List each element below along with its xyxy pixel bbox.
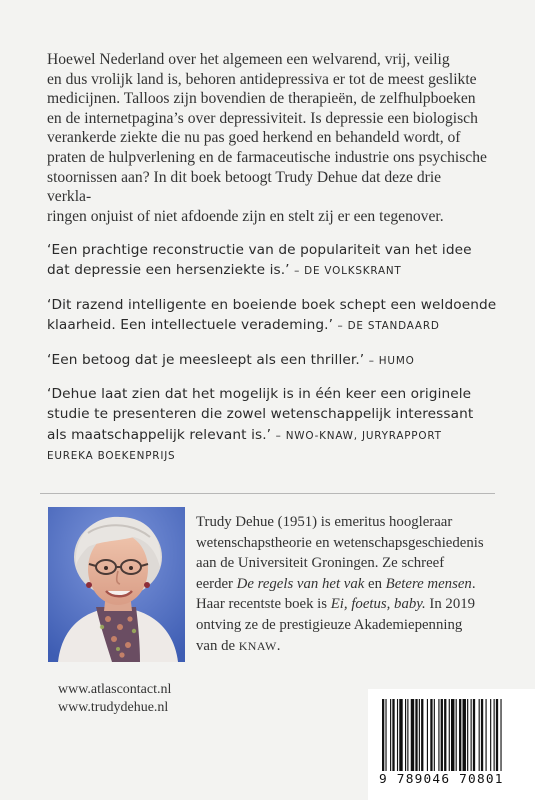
bio-text: . — [471, 575, 476, 592]
barcode-bar — [467, 699, 468, 771]
barcode-bar — [392, 699, 394, 771]
barcode-bar — [494, 699, 495, 771]
blurb-line: verankerde ziekte die nu pas goed herkend en behandeld wordt, of — [47, 129, 461, 147]
quote-line: als maatschappelijk relevant is.’ — [47, 426, 272, 443]
blurb-line: stoornissen aan? In dit boek betoogt Trudy Dehue dat deze drie verkla- — [47, 168, 442, 206]
blurb-line: praten de hulpverlening en de farmaceutische industrie ons psychische — [47, 148, 487, 166]
barcode-bar — [434, 699, 435, 771]
author-portrait-illustration — [48, 507, 185, 662]
barcode-bar — [490, 699, 491, 771]
review-quote — [47, 350, 497, 371]
bio-line: ontving ze de prestigieuze Akademiepenning — [196, 616, 463, 633]
publisher-url: www.atlascontact.nl — [58, 682, 172, 697]
barcode-bar — [407, 699, 408, 771]
isbn-barcode — [368, 689, 535, 800]
barcode-bar — [500, 699, 501, 771]
barcode-bar — [486, 699, 487, 771]
barcode-bar — [427, 699, 428, 771]
quote-line: ‘Een betoog dat je meesleept als een thriller.’ — [47, 351, 365, 368]
blurb-line: medicijnen. Talloos zijn bovendien de therapieën, de zelfhulpboeken — [47, 90, 476, 108]
quote-line: studie te presenteren die zowel wetenschappelijk interessant — [47, 406, 474, 423]
quote-line: klaarheid. Een intellectuele verademing.’ — [47, 317, 334, 334]
book-title: De regels van het vak — [236, 575, 365, 592]
barcode-bar — [463, 699, 466, 771]
bio-text: Haar recentste boek is — [196, 596, 331, 613]
barcode-bar — [438, 699, 439, 771]
barcode-bar — [399, 699, 402, 771]
bio-text: eerder — [196, 575, 237, 592]
review-quote — [47, 240, 497, 282]
barcode-bar — [449, 699, 450, 771]
bio-line: aan de Universiteit Groningen. Ze schreef — [196, 555, 445, 572]
barcode-bar — [471, 699, 472, 771]
barcode-bar — [390, 699, 391, 771]
barcode-bar — [415, 699, 417, 771]
quote-source: – NWO-KNAW, JURYRAPPORT — [275, 429, 442, 442]
quote-line: dat depressie een hersenziekte is.’ — [47, 262, 290, 279]
bio-line — [196, 574, 501, 595]
bio-text: . — [276, 637, 281, 654]
quote-source: – HUMO — [368, 354, 415, 367]
barcode-bar — [419, 699, 420, 771]
author-bio — [196, 512, 501, 656]
website-list — [58, 681, 171, 718]
barcode-bar — [385, 699, 386, 771]
book-title: Betere mensen — [385, 575, 472, 592]
author-url: www.trudydehue.nl — [58, 700, 169, 716]
quote-line: ‘Een prachtige reconstructie van de populariteit van het idee — [47, 242, 472, 258]
organization-abbreviation: KNAW — [238, 638, 277, 653]
bio-line — [196, 594, 501, 615]
barcode-bar — [430, 699, 432, 771]
barcode-bar — [405, 699, 406, 771]
barcode-bar — [421, 699, 423, 771]
barcode-bar — [473, 699, 475, 771]
bio-line — [196, 636, 501, 657]
barcode-bar — [459, 699, 461, 771]
barcode-bars — [382, 699, 532, 771]
isbn-number: 9 789046 70801 — [379, 772, 504, 787]
barcode-bar — [456, 699, 457, 771]
book-title: Ei, foetus, baby. — [330, 596, 426, 613]
barcode-bar — [481, 699, 483, 771]
quote-source: – DE STANDAARD — [337, 320, 440, 333]
author-photo — [48, 507, 185, 662]
review-quotes — [47, 240, 497, 480]
blurb-text — [47, 50, 487, 226]
barcode-bar — [411, 699, 414, 771]
blurb-line: en de internetpagina’s over depressiviteit. Is depressie een biologisch — [47, 109, 478, 127]
quote-line: ‘Dit razend intelligente en boeiende boek schept een weldoende — [47, 296, 497, 313]
quote-source-line2: EUREKA BOEKENPRIJS — [47, 450, 176, 463]
bio-line: Trudy Dehue (1951) is emeritus hoogleraar — [196, 514, 453, 530]
bio-text: en — [364, 575, 386, 592]
section-divider — [40, 493, 495, 494]
barcode-bar — [382, 699, 384, 771]
barcode-bar — [479, 699, 480, 771]
quote-source: – DE VOLKSKRANT — [294, 265, 402, 278]
blurb-line: Hoewel Nederland over het algemeen een welvarend, vrij, veilig — [47, 51, 450, 68]
review-quote — [47, 295, 497, 337]
blurb-line: en dus vrolijk land is, behoren antidepressiva er tot de meest geslikte — [47, 70, 477, 88]
bio-line: wetenschapstheorie en wetenschapsgeschiedenis — [196, 534, 484, 551]
bio-text: van de — [196, 637, 239, 654]
blurb-line: ringen onjuist of niet afdoende zijn en stelt zij er een tegenover. — [47, 207, 444, 225]
barcode-bar — [496, 699, 498, 771]
barcode-bar — [451, 699, 454, 771]
barcode-bar — [397, 699, 398, 771]
quote-line: ‘Dehue laat zien dat het mogelijk is in één keer een originele — [47, 386, 472, 403]
barcode-bar — [444, 699, 446, 771]
bio-text: In 2019 — [425, 596, 476, 613]
barcode-bar — [441, 699, 443, 771]
review-quote — [47, 384, 497, 467]
